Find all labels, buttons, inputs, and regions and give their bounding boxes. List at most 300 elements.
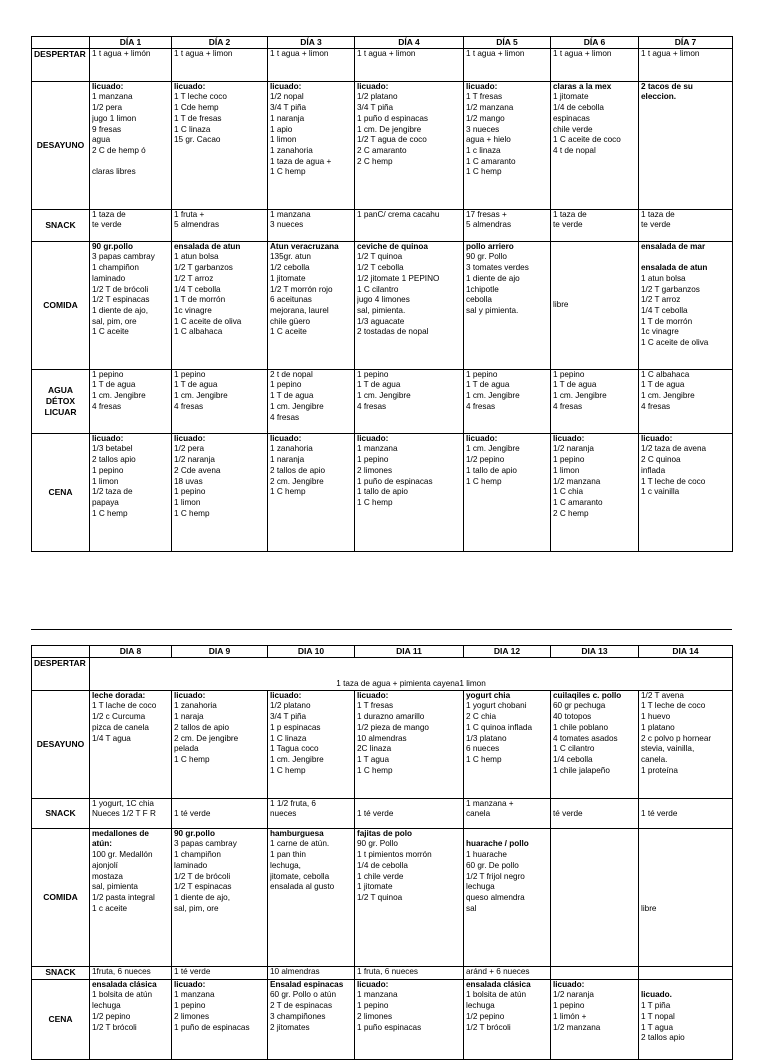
cell-line: espinacas — [553, 113, 590, 123]
cell-line: 2 cm. Jengibre — [270, 476, 324, 486]
cell-line: 1/2 T arroz — [641, 295, 681, 305]
cell-line: 1 T fresas — [466, 92, 503, 102]
cell-line: 4 fresas — [174, 401, 204, 411]
cell-line: 1 T agua — [357, 754, 390, 764]
cell-line: 17 fresas + — [466, 209, 507, 219]
cell-line: inflada — [641, 465, 666, 475]
cell-line — [553, 829, 636, 840]
cell-line: 2C linaza — [357, 744, 392, 754]
cell-line: 40 totopos — [553, 712, 592, 722]
meal-cell — [551, 979, 639, 1059]
meal-cell — [90, 828, 172, 966]
cell-line: 2 c polvo p hornear — [641, 733, 712, 743]
cell-line: 2 C de hemp ó — [92, 145, 146, 155]
cell-line: 2 Cde avena — [174, 465, 221, 475]
cell-line: 2 limones — [174, 1011, 210, 1021]
cell-line: 1 manzana + — [466, 798, 514, 808]
cell-line: 1 T de agua — [174, 380, 218, 390]
cell-line: 1 té verde — [357, 809, 394, 819]
meal-cell — [551, 433, 639, 551]
cell-line: nueces — [270, 809, 297, 819]
cell-line: libre — [641, 903, 657, 913]
cell-line — [466, 829, 548, 840]
cell-line: 1 zanahoria — [174, 701, 217, 711]
cell-line: canela — [466, 809, 491, 819]
cell-line: 1/2 T quinoa — [357, 252, 403, 262]
header-dia-6: DÍA 6 — [551, 37, 639, 49]
cell-line: Atun veracruzana — [270, 241, 339, 251]
meal-cell — [355, 241, 464, 369]
cell-line: 15 gr. Cacao — [174, 135, 221, 145]
cell-line: licuado: — [553, 979, 585, 989]
cell-line: 3 tomates verdes — [466, 263, 529, 273]
table-row-despertar — [32, 48, 733, 81]
cell-line: 1 cm. Jengibre — [270, 401, 324, 411]
meal-cell — [90, 690, 172, 798]
row-label: SNACK — [32, 798, 90, 828]
cell-line — [641, 829, 730, 840]
cell-line: 1/2 pepino — [92, 1011, 131, 1021]
table-row-cena — [32, 979, 733, 1059]
cell-line: 1 T de agua — [357, 380, 401, 390]
cell-line: 1/2 platano — [357, 92, 398, 102]
cell-line: 1 pepino — [357, 455, 389, 465]
header-dia-7: DÍA 7 — [639, 37, 733, 49]
cell-line: sal, pim, ore — [92, 316, 137, 326]
table-row-desayuno — [32, 81, 733, 209]
cell-line: 1 pepino — [92, 465, 124, 475]
cell-line: 3 nueces — [270, 220, 304, 230]
cell-line: licuado: — [174, 433, 206, 443]
cell-line: licuado: — [174, 81, 206, 91]
meal-cell — [464, 209, 551, 241]
cell-line — [174, 799, 265, 810]
meal-cell — [268, 48, 355, 81]
cell-line: agua + hielo — [466, 135, 511, 145]
cell-line — [553, 967, 636, 978]
cell-line: 18 uvas — [174, 476, 203, 486]
cell-line: 4 t de nopal — [553, 145, 596, 155]
cell-line: 1/4 de cebolla — [553, 103, 604, 113]
table-row-despertar — [32, 657, 733, 690]
cell-line: 1 t agua + limon — [270, 48, 329, 58]
cell-line: 1/2 T frijol negro — [466, 871, 525, 881]
cell-line: 1 champiñon — [174, 850, 221, 860]
meal-cell — [639, 966, 733, 979]
header-dia-2: DÍA 2 — [172, 37, 268, 49]
cell-line: 1/2 taza de avena — [641, 444, 707, 454]
cell-line: 1 pepino — [553, 369, 585, 379]
cell-line: 1 C linaza — [174, 124, 211, 134]
table-row-desayuno — [32, 690, 733, 798]
cell-line: 1 té verde — [174, 966, 211, 976]
cell-line: té verde — [553, 809, 583, 819]
meal-cell — [551, 48, 639, 81]
cell-line: 1 huevo — [641, 712, 671, 722]
cell-line: 1 cm. De jengibre — [357, 124, 422, 134]
cell-line: 1/2 T morrón rojo — [270, 284, 333, 294]
meal-cell — [172, 48, 268, 81]
cell-line: 3 champiñones — [270, 1011, 326, 1021]
cell-line: lechuga, — [270, 860, 301, 870]
cell-line: jitomate, cebolla — [270, 871, 330, 881]
meal-cell — [268, 241, 355, 369]
cell-line: 1 naranja — [270, 455, 305, 465]
cell-line: 1/2 T de brócoli — [174, 871, 231, 881]
cell-line: 1c vinagre — [174, 305, 212, 315]
cell-line: 1 T lache de coco — [92, 701, 157, 711]
cell-line: 3/4 T piña — [357, 103, 394, 113]
cell-line: 1 T leche de coco — [641, 476, 706, 486]
cell-line: 4 fresas — [92, 401, 122, 411]
cell-line: 1 yogurt chobani — [466, 701, 527, 711]
cell-line: 1/2 T quinoa — [357, 892, 403, 902]
cell-line: 2 C quinoa — [641, 455, 681, 465]
cell-line: 1 pepino — [92, 369, 124, 379]
cell-line: 1/2 jitomate 1 PEPINO — [357, 273, 440, 283]
meal-cell — [639, 798, 733, 828]
cell-line: 1 fruta, 6 nueces — [357, 966, 418, 976]
meal-cell — [172, 241, 268, 369]
cell-line: 60 gr. De pollo — [466, 860, 519, 870]
cell-line: 1/2 T garbanzos — [641, 284, 700, 294]
cell-line: 1 naranja — [270, 113, 305, 123]
cell-line: sal, pim, ore — [174, 903, 219, 913]
header-dia-3: DÍA 3 — [268, 37, 355, 49]
meal-cell — [551, 966, 639, 979]
cell-line: 1 C hemp — [466, 754, 502, 764]
cell-line: libre — [553, 299, 569, 309]
meal-cell — [551, 369, 639, 433]
cell-line — [641, 861, 730, 872]
cell-line: 1 p espinacas — [270, 722, 321, 732]
cell-line: 2 tallos de apio — [174, 722, 230, 732]
meal-plan-table-week-2 — [31, 645, 733, 1060]
cell-line: 1 limón + — [553, 1011, 587, 1021]
cell-line: 1 C hemp — [270, 487, 306, 497]
cell-line: 1 T piña — [641, 1001, 671, 1011]
cell-line: pizca de canela — [92, 722, 149, 732]
cell-line: 5 almendras — [466, 220, 512, 230]
cell-line: licuado: — [357, 433, 389, 443]
meal-cell — [172, 979, 268, 1059]
meal-cell — [90, 433, 172, 551]
cell-line: 1 té verde — [641, 809, 678, 819]
cell-line: Nueces 1/2 T F R — [92, 809, 156, 819]
cell-line: 1 pepino — [174, 369, 206, 379]
cell-line: 1/4 T cebolla — [641, 305, 688, 315]
cell-line: 1/2 pera — [92, 103, 123, 113]
header-dia-10: DIA 10 — [268, 646, 355, 658]
cell-line: 1 pepino — [553, 1001, 585, 1011]
cell-line: 1 puño d espinacas — [357, 113, 429, 123]
cell-line: ensalada al gusto — [270, 882, 335, 892]
meal-cell — [268, 433, 355, 551]
cell-line: 1 manzana — [357, 990, 398, 1000]
cell-line: 4 fresas — [270, 412, 300, 422]
cell-line: stevia, vainilla, — [641, 744, 695, 754]
cell-line: hamburguesa — [270, 828, 324, 838]
cell-line: 1/2 manzana — [553, 476, 601, 486]
cell-line: 1 pepino — [270, 380, 302, 390]
cell-line: 1 tallo de apio — [357, 487, 408, 497]
meal-cell — [551, 828, 639, 966]
cell-line: licuado: — [466, 81, 498, 91]
cell-line — [641, 839, 730, 850]
meal-cell — [172, 81, 268, 209]
cell-line: 3 nueces — [466, 124, 500, 134]
cell-line: 1 Tagua coco — [270, 744, 319, 754]
table-row-comida — [32, 241, 733, 369]
cell-line: 1 C hemp — [270, 167, 306, 177]
table-row-snack — [32, 798, 733, 828]
cell-line: ajonjolí — [92, 860, 118, 870]
cell-line: 10 almendras — [270, 966, 320, 976]
header-dia-11: DIA 11 — [355, 646, 464, 658]
meal-cell — [90, 979, 172, 1059]
cell-line: 2 tallos de apio — [270, 465, 326, 475]
cell-line: 1 pepino — [553, 455, 585, 465]
cell-line: cuilaqiles c. pollo — [553, 690, 622, 700]
meal-cell — [268, 81, 355, 209]
meal-cell — [90, 209, 172, 241]
table-header-row — [32, 646, 733, 658]
meal-cell — [355, 433, 464, 551]
cell-line: 100 gr. Medallón — [92, 850, 153, 860]
cell-line: 1 C hemp — [174, 508, 210, 518]
table-row-comida — [32, 828, 733, 966]
cell-line: agua — [92, 135, 111, 145]
row-label: COMIDA — [32, 828, 90, 966]
cell-line: 1 zanahoria — [270, 444, 313, 454]
cell-line: sal — [466, 903, 477, 913]
cell-line: licuado: — [270, 81, 302, 91]
cell-line: 1/2 naranja — [174, 455, 215, 465]
meal-cell — [639, 241, 733, 369]
cell-line: 1 C aceite de coco — [553, 135, 621, 145]
cell-line: 1 C hemp — [92, 508, 128, 518]
meal-cell — [268, 979, 355, 1059]
meal-cell — [464, 979, 551, 1059]
cell-line — [641, 252, 730, 263]
cell-line: 1 C aceite de oliva — [174, 316, 242, 326]
cell-line: 1 t agua + limon — [174, 48, 233, 58]
cell-line: 1 taza de — [92, 209, 126, 219]
meal-cell — [639, 81, 733, 209]
cell-line: 1 chile poblano — [553, 722, 609, 732]
row-label: DESAYUNO — [32, 81, 90, 209]
meal-cell — [355, 798, 464, 828]
cell-line: 1 C quinoa inflada — [466, 722, 533, 732]
cell-line: 1 naraja — [174, 712, 204, 722]
cell-line: 1/2 T de brócoli — [92, 284, 149, 294]
meal-cell — [90, 241, 172, 369]
meal-cell — [172, 828, 268, 966]
meal-cell — [268, 690, 355, 798]
cell-line: 1 limon — [174, 497, 201, 507]
cell-line: canela. — [641, 754, 668, 764]
cell-line: eleccion. — [641, 92, 677, 102]
cell-line: 1 pepino — [466, 369, 498, 379]
meal-cell — [172, 209, 268, 241]
cell-line: 1 C aceite — [270, 327, 307, 337]
cell-line: 4 fresas — [466, 401, 496, 411]
cell-line: 1 atun bolsa — [174, 252, 219, 262]
meal-cell — [464, 81, 551, 209]
cell-line: 1 pepino — [357, 369, 389, 379]
meal-cell — [551, 798, 639, 828]
cell-line: fajitas de polo — [357, 828, 413, 838]
cell-line: 1/2 T brócoli — [92, 1022, 137, 1032]
cell-line: 1 c aceite — [92, 903, 128, 913]
cell-line: 3 papas cambray — [92, 252, 155, 262]
meal-cell — [90, 966, 172, 979]
cell-line: 2 jitomates — [270, 1022, 310, 1032]
cell-line: 1/2 taza de — [92, 487, 133, 497]
cell-line: 1 C albahaca — [174, 327, 223, 337]
cell-line: 1 C hemp — [466, 476, 502, 486]
cell-line: lechuga — [466, 1001, 495, 1011]
cell-line: 2 limones — [357, 1011, 393, 1021]
cell-line: 1chipotle — [466, 284, 499, 294]
row-label: SNACK — [32, 966, 90, 979]
cell-line: lechuga — [466, 882, 495, 892]
cell-line: 1/2 c Curcuma — [92, 712, 146, 722]
meal-cell — [90, 369, 172, 433]
cell-line: 1 taza de — [553, 209, 587, 219]
cell-line: 1 T de morrón — [174, 295, 226, 305]
cell-line: 1 C hemp — [174, 754, 210, 764]
meal-cell — [639, 690, 733, 798]
meal-cell — [355, 828, 464, 966]
header-dia-14: DIA 14 — [639, 646, 733, 658]
meal-cell — [551, 241, 639, 369]
meal-cell — [268, 209, 355, 241]
cell-line: ensalada clásica — [466, 979, 531, 989]
cell-line: 1 cm. Jengibre — [553, 391, 607, 401]
meal-cell — [639, 979, 733, 1059]
cell-line: 1 tallo de apio — [466, 465, 517, 475]
meal-cell — [268, 966, 355, 979]
cell-line: 1 proteína — [641, 765, 678, 775]
cell-line — [641, 980, 730, 991]
cell-line: 1 cm. Jengibre — [466, 444, 520, 454]
cell-line: 4 fresas — [553, 401, 583, 411]
cell-line: 1 C hemp — [270, 765, 306, 775]
meal-cell — [639, 369, 733, 433]
meal-cell — [355, 48, 464, 81]
cell-line: 90 gr.pollo — [92, 241, 133, 251]
cell-line — [641, 893, 730, 904]
cell-line: licuado: — [641, 433, 673, 443]
cell-line: 1 T de morrón — [641, 316, 693, 326]
cell-line: 1/2 T espinacas — [174, 882, 232, 892]
cell-line: 3 papas cambray — [174, 839, 237, 849]
cell-line: licuado: — [357, 81, 389, 91]
cell-line: cebolla — [466, 295, 492, 305]
meal-cell — [464, 241, 551, 369]
cell-line: 1/2 nopal — [270, 92, 304, 102]
meal-cell — [172, 798, 268, 828]
cell-line: 90 gr.pollo — [174, 828, 215, 838]
cell-line: 1/2 T espinacas — [92, 295, 150, 305]
header-corner — [32, 646, 90, 658]
table-row-agua-detox-licuar — [32, 369, 733, 433]
cell-line: 1 T de fresas — [174, 113, 222, 123]
cell-line: 1 cm. Jengibre — [270, 754, 324, 764]
cell-line: 1 pepino — [174, 487, 206, 497]
cell-line — [641, 871, 730, 882]
despertar-all-days: 1 taza de agua + pimienta cayena1 limon — [90, 657, 733, 690]
cell-line: 1 limon — [92, 476, 119, 486]
cell-line: chile güero — [270, 316, 311, 326]
cell-line: 135gr. atun — [270, 252, 311, 262]
cell-line: laminado — [92, 273, 126, 283]
cell-line: 1 manzana — [357, 444, 398, 454]
meal-cell — [464, 48, 551, 81]
meal-cell — [355, 81, 464, 209]
cell-line — [641, 799, 730, 810]
cell-line: licuado: — [553, 433, 585, 443]
row-label: SNACK — [32, 209, 90, 241]
cell-line: 1 cm. Jengibre — [641, 391, 695, 401]
header-dia-5: DÍA 5 — [464, 37, 551, 49]
cell-line: 1 taza de agua + — [270, 156, 332, 166]
cell-line: laminado — [174, 860, 208, 870]
cell-line: 1 limon — [270, 135, 297, 145]
cell-line: 1 zanahoria — [270, 145, 313, 155]
cell-line: 1c vinagre — [641, 327, 679, 337]
meal-cell — [639, 48, 733, 81]
row-label: DESAYUNO — [32, 690, 90, 798]
meal-cell — [172, 433, 268, 551]
header-dia-9: DIA 9 — [172, 646, 268, 658]
cell-line: 1 diente de ajo, — [92, 305, 148, 315]
meal-cell — [172, 966, 268, 979]
cell-line: 1/2 pepino — [466, 1011, 505, 1021]
cell-line: 1/3 platano — [466, 733, 507, 743]
cell-line: ensalada clásica — [92, 979, 157, 989]
table-row-cena — [32, 433, 733, 551]
cell-line: 1/2 naranja — [553, 444, 594, 454]
cell-line: ceviche de quinoa — [357, 241, 428, 251]
section-divider — [31, 629, 732, 630]
cell-line: 1/2 pasta integral — [92, 892, 155, 902]
cell-line: 1/4 cebolla — [553, 754, 593, 764]
cell-line: 60 gr pechuga — [553, 701, 606, 711]
cell-line: 1 manzana — [270, 209, 311, 219]
cell-line: 1 t pimientos morrón — [357, 850, 432, 860]
row-label: COMIDA — [32, 241, 90, 369]
cell-line: 1 huarache — [466, 850, 507, 860]
cell-line: ensalada de mar — [641, 241, 706, 251]
cell-line: 1 platano — [641, 722, 675, 732]
cell-line: licuado: — [92, 81, 124, 91]
cell-line: licuado: — [270, 690, 302, 700]
cell-line: 1 C aceite — [92, 327, 129, 337]
cell-line: 1 C cilantro — [357, 284, 399, 294]
cell-line: 5 almendras — [174, 220, 220, 230]
cell-line — [641, 967, 730, 978]
cell-line: 1 c linaza — [466, 145, 501, 155]
cell-line: 1 C aceite de oliva — [641, 338, 709, 348]
cell-line: 1/2 cebolla — [270, 263, 310, 273]
cell-line: 1 pan thin — [270, 850, 306, 860]
cell-line: 1 apio — [270, 124, 293, 134]
cell-line: 1/2 pepino — [466, 455, 505, 465]
meal-cell — [551, 690, 639, 798]
cell-line: 1 fruta + — [174, 209, 205, 219]
